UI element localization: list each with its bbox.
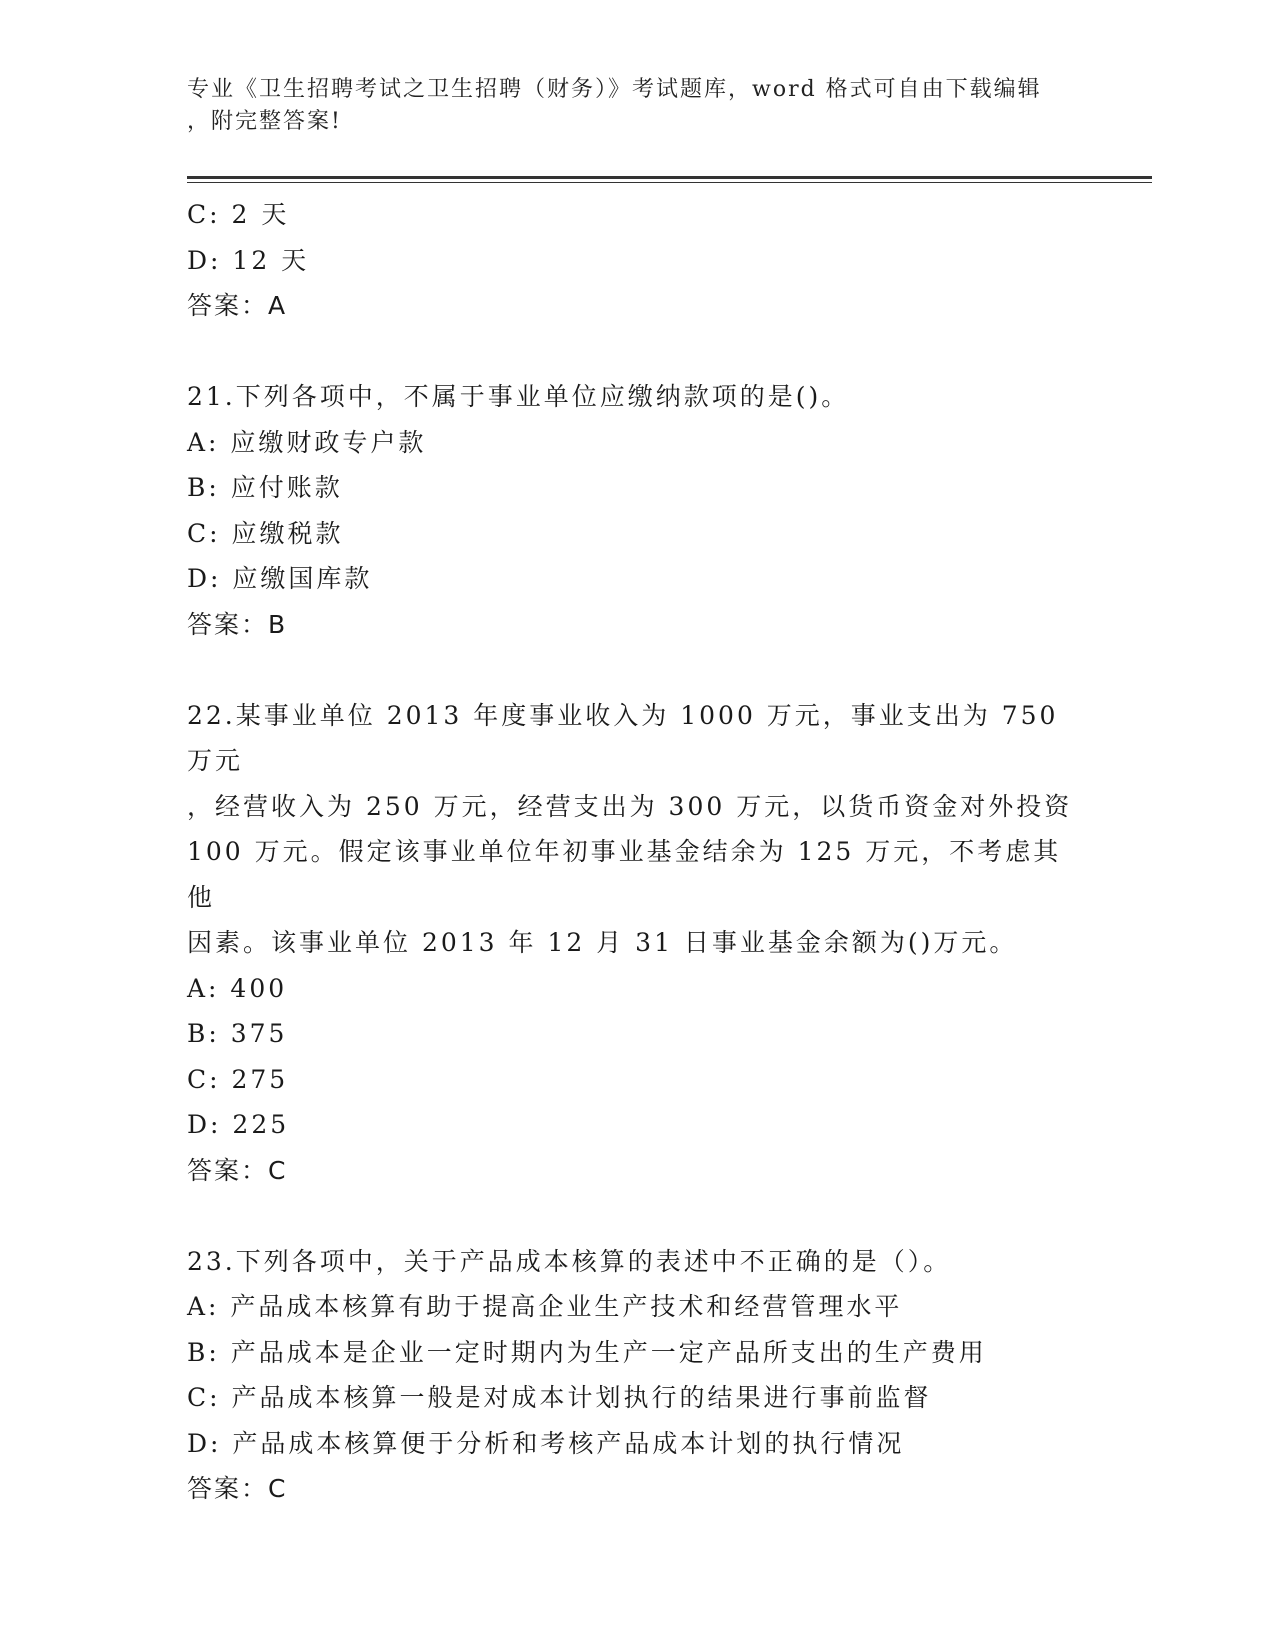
question-20-continued [187, 192, 1087, 329]
option-b: B: 应付账款 [187, 473, 343, 502]
document-body [187, 192, 1087, 1512]
option-a: A: 应缴财政专户款 [187, 427, 427, 457]
header-rule-thick [187, 176, 1152, 179]
question-stem: 23.下列各项中，关于产品成本核算的表述中不正确的是（）。 [187, 1246, 952, 1276]
option-d: D: 应缴国库款 [187, 564, 373, 593]
answer: 答案：A [187, 291, 288, 320]
question-stem-line-4: 因素。该事业单位 2013 年 12 月 31 日事业基金余额为()万元。 [187, 928, 1018, 957]
option-a: A: 产品成本核算有助于提高企业生产技术和经营管理水平 [187, 1292, 903, 1321]
answer: 答案：C [187, 1474, 288, 1503]
question-stem-line-3: 100 万元。假定该事业单位年初事业基金结余为 125 万元，不考虑其他 [187, 837, 1062, 912]
answer: 答案：B [187, 609, 288, 639]
question-stem-line-1: 22.某事业单位 2013 年度事业收入为 1000 万元，事业支出为 750 万元 [187, 700, 1059, 775]
answer: 答案：C [187, 1155, 288, 1185]
option-b: B: 产品成本是企业一定时期内为生产一定产品所支出的生产费用 [187, 1337, 987, 1367]
option-d: D: 12 天 [187, 245, 310, 275]
option-c: C: 275 [187, 1064, 289, 1094]
question-23 [187, 1239, 1087, 1512]
spacer [187, 647, 1087, 693]
document-header [187, 74, 1067, 138]
spacer [187, 329, 1087, 375]
option-d: D: 225 [187, 1110, 290, 1139]
option-a: A: 400 [187, 973, 288, 1003]
header-line-1: 专业《卫生招聘考试之卫生招聘（财务）》考试题库，word 格式可自由下载编辑 [187, 77, 1042, 102]
option-c: C: 产品成本核算一般是对成本计划执行的结果进行事前监督 [187, 1383, 932, 1412]
question-22 [187, 693, 1087, 1194]
question-stem-line-2: ，经营收入为 250 万元，经营支出为 300 万元，以货币资金对外投资 [187, 791, 1073, 821]
question-stem: 21.下列各项中，不属于事业单位应缴纳款项的是()。 [187, 382, 850, 411]
spacer [187, 1193, 1087, 1239]
option-b: B: 375 [187, 1019, 288, 1048]
question-21 [187, 374, 1087, 647]
option-c: C: 2 天 [187, 200, 290, 229]
header-line-2: ，附完整答案! [187, 109, 342, 134]
option-d: D: 产品成本核算便于分析和考核产品成本计划的执行情况 [187, 1428, 905, 1458]
option-c: C: 应缴税款 [187, 518, 344, 548]
header-rule-thin [187, 182, 1152, 183]
